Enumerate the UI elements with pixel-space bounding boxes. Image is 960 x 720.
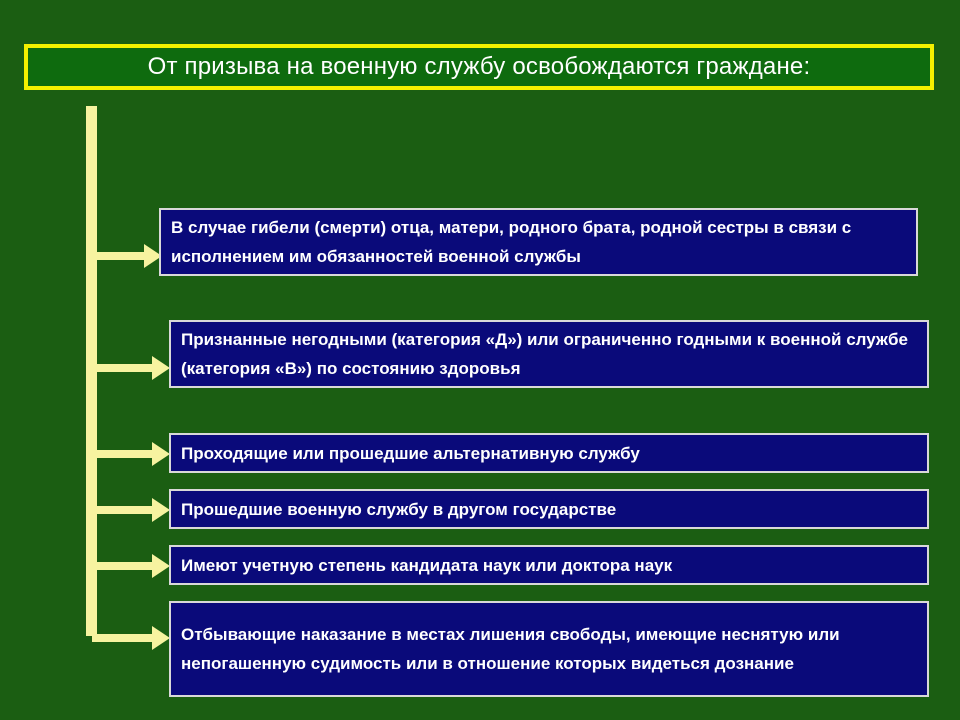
item-box-3 xyxy=(169,433,929,473)
connector-arrow-1 xyxy=(92,244,162,268)
connector-arrow-5 xyxy=(92,554,172,578)
title-box xyxy=(24,44,934,90)
arrow-head xyxy=(152,626,170,650)
item-text-4: Прошедшие военную службу в другом государстве xyxy=(181,499,617,519)
arrow-shaft xyxy=(92,506,154,514)
item-text-6: Отбывающие наказание в местах лишения свободы, имеющие неснятую или непогашенную судимость или в отношение которых видеться дознание xyxy=(181,625,840,673)
item-box-6 xyxy=(169,601,929,697)
connector-arrow-6 xyxy=(92,626,172,650)
diagram-title: От призыва на военную службу освобождаются граждане: xyxy=(147,53,811,80)
item-text-5: Имеют учетную степень кандидата наук или доктора наук xyxy=(181,555,673,575)
item-text-3: Проходящие или прошедшие альтернативную службу xyxy=(181,443,640,463)
item-box-2 xyxy=(169,320,929,388)
arrow-shaft xyxy=(92,450,154,458)
item-box-4 xyxy=(169,489,929,529)
arrow-shaft xyxy=(92,634,154,642)
item-box-1 xyxy=(159,208,918,276)
arrow-shaft xyxy=(92,252,146,260)
arrow-head xyxy=(152,356,170,380)
connector-arrow-3 xyxy=(92,442,172,466)
arrow-shaft xyxy=(92,364,154,372)
item-text-2: Признанные негодными (категория «Д») или ограниченно годными к военной службе (категория «В») по состоянию здоровья xyxy=(181,330,908,378)
arrow-head xyxy=(152,442,170,466)
arrow-head xyxy=(152,498,170,522)
arrow-shaft xyxy=(92,562,154,570)
connector-arrow-2 xyxy=(92,356,172,380)
arrow-head xyxy=(152,554,170,578)
connector-arrow-4 xyxy=(92,498,172,522)
item-text-1: В случае гибели (смерти) отца, матери, родного брата, родной сестры в связи с исполнением им обязанностей военной службы xyxy=(171,218,852,266)
item-box-5 xyxy=(169,545,929,585)
